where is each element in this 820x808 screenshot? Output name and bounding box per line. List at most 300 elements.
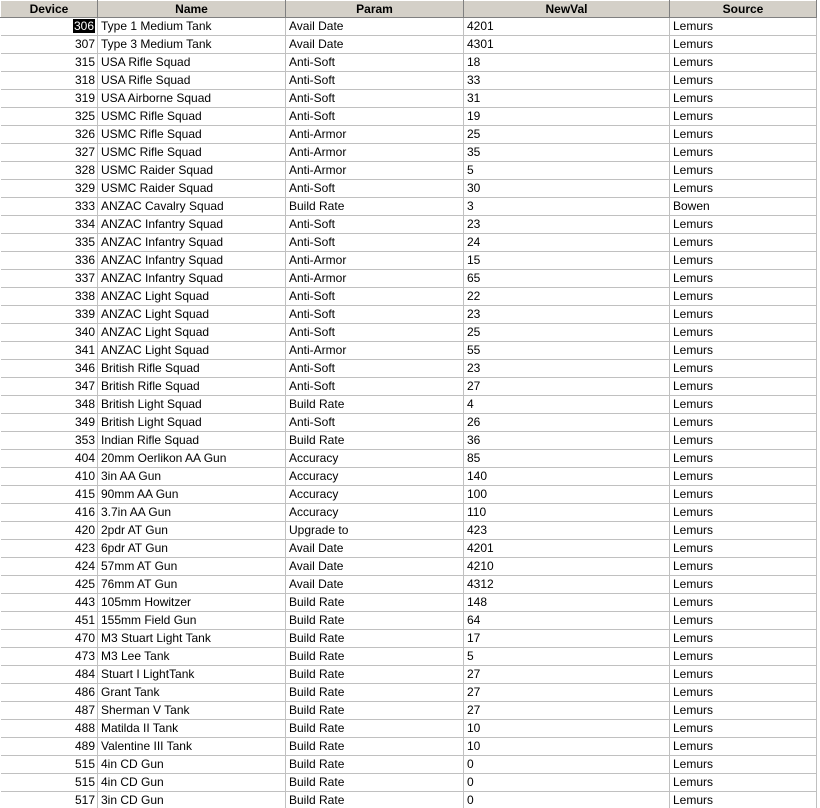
- cell-device[interactable]: [1, 180, 98, 198]
- table-row[interactable]: [1, 774, 817, 792]
- cell-newval[interactable]: 64: [464, 612, 670, 630]
- cell-source[interactable]: Lemurs: [670, 792, 817, 808]
- table-row[interactable]: [1, 558, 817, 576]
- table-row[interactable]: [1, 738, 817, 756]
- cell-name[interactable]: 90mm AA Gun: [98, 486, 286, 504]
- cell-param[interactable]: Upgrade to: [286, 522, 464, 540]
- column-header-param[interactable]: Param: [286, 1, 464, 18]
- cell-device[interactable]: [1, 54, 98, 72]
- cell-name[interactable]: Type 3 Medium Tank: [98, 36, 286, 54]
- cell-device-value: 339: [74, 307, 95, 321]
- cell-name[interactable]: Stuart I LightTank: [98, 666, 286, 684]
- column-header-name[interactable]: Name: [98, 1, 286, 18]
- cell-device-value: 341: [74, 343, 95, 357]
- table-row[interactable]: [1, 522, 817, 540]
- cell-name[interactable]: 20mm Oerlikon AA Gun: [98, 450, 286, 468]
- cell-newval[interactable]: 55: [464, 342, 670, 360]
- cell-name[interactable]: USMC Rifle Squad: [98, 108, 286, 126]
- cell-device-value: 489: [74, 739, 95, 753]
- table-row[interactable]: [1, 540, 817, 558]
- table-row[interactable]: [1, 576, 817, 594]
- cell-param[interactable]: Anti-Armor: [286, 126, 464, 144]
- cell-source[interactable]: Lemurs: [670, 126, 817, 144]
- table-row[interactable]: [1, 360, 817, 378]
- cell-source[interactable]: Lemurs: [670, 36, 817, 54]
- cell-newval[interactable]: 10: [464, 720, 670, 738]
- cell-param[interactable]: Avail Date: [286, 36, 464, 54]
- cell-param[interactable]: Build Rate: [286, 720, 464, 738]
- table-row[interactable]: [1, 198, 817, 216]
- column-header-source[interactable]: Source: [670, 1, 817, 18]
- cell-device-value: 318: [74, 73, 95, 87]
- table-row[interactable]: [1, 306, 817, 324]
- cell-source[interactable]: Lemurs: [670, 594, 817, 612]
- cell-name[interactable]: Indian Rifle Squad: [98, 432, 286, 450]
- cell-source[interactable]: Lemurs: [670, 234, 817, 252]
- table-row[interactable]: [1, 414, 817, 432]
- cell-device-value: 517: [74, 793, 95, 807]
- cell-name[interactable]: USMC Raider Squad: [98, 162, 286, 180]
- column-header-device[interactable]: Device: [1, 1, 98, 18]
- cell-source[interactable]: Lemurs: [670, 630, 817, 648]
- table-row[interactable]: [1, 108, 817, 126]
- cell-newval[interactable]: 22: [464, 288, 670, 306]
- cell-newval[interactable]: 0: [464, 756, 670, 774]
- cell-source[interactable]: Lemurs: [670, 558, 817, 576]
- cell-name[interactable]: 155mm Field Gun: [98, 612, 286, 630]
- cell-device[interactable]: [1, 288, 98, 306]
- table-row[interactable]: [1, 648, 817, 666]
- table-row[interactable]: [1, 288, 817, 306]
- cell-device[interactable]: [1, 702, 98, 720]
- cell-device[interactable]: [1, 612, 98, 630]
- cell-newval[interactable]: 23: [464, 360, 670, 378]
- cell-param[interactable]: Anti-Soft: [286, 216, 464, 234]
- cell-newval[interactable]: 3: [464, 198, 670, 216]
- cell-newval[interactable]: 30: [464, 180, 670, 198]
- cell-newval[interactable]: 15: [464, 252, 670, 270]
- table-row[interactable]: [1, 324, 817, 342]
- cell-newval[interactable]: 23: [464, 306, 670, 324]
- cell-param[interactable]: Anti-Soft: [286, 72, 464, 90]
- cell-device-value: 353: [74, 433, 95, 447]
- cell-param[interactable]: Anti-Soft: [286, 288, 464, 306]
- table-row[interactable]: [1, 504, 817, 522]
- cell-source[interactable]: Lemurs: [670, 162, 817, 180]
- cell-name[interactable]: 4in CD Gun: [98, 774, 286, 792]
- cell-param[interactable]: Anti-Armor: [286, 252, 464, 270]
- cell-newval[interactable]: 19: [464, 108, 670, 126]
- cell-device-value: 443: [74, 595, 95, 609]
- cell-name[interactable]: 6pdr AT Gun: [98, 540, 286, 558]
- cell-device[interactable]: [1, 522, 98, 540]
- cell-newval[interactable]: 140: [464, 468, 670, 486]
- table-row[interactable]: [1, 126, 817, 144]
- cell-source[interactable]: Lemurs: [670, 756, 817, 774]
- cell-source[interactable]: Lemurs: [670, 432, 817, 450]
- cell-device-value: 420: [74, 523, 95, 537]
- cell-newval[interactable]: 24: [464, 234, 670, 252]
- cell-newval[interactable]: 4: [464, 396, 670, 414]
- cell-name[interactable]: USMC Rifle Squad: [98, 126, 286, 144]
- cell-device[interactable]: [1, 198, 98, 216]
- cell-device[interactable]: [1, 432, 98, 450]
- cell-newval[interactable]: 4201: [464, 18, 670, 36]
- cell-device[interactable]: [1, 540, 98, 558]
- cell-device[interactable]: [1, 756, 98, 774]
- cell-source[interactable]: Lemurs: [670, 504, 817, 522]
- cell-device[interactable]: [1, 504, 98, 522]
- cell-newval[interactable]: 10: [464, 738, 670, 756]
- cell-device[interactable]: [1, 468, 98, 486]
- cell-device[interactable]: [1, 666, 98, 684]
- table-row[interactable]: [1, 792, 817, 808]
- cell-newval[interactable]: 26: [464, 414, 670, 432]
- cell-newval[interactable]: 23: [464, 216, 670, 234]
- cell-param[interactable]: Build Rate: [286, 792, 464, 808]
- cell-device[interactable]: [1, 18, 98, 36]
- cell-param[interactable]: Build Rate: [286, 432, 464, 450]
- table-row[interactable]: [1, 90, 817, 108]
- cell-name[interactable]: Type 1 Medium Tank: [98, 18, 286, 36]
- cell-device[interactable]: [1, 396, 98, 414]
- cell-newval[interactable]: 148: [464, 594, 670, 612]
- cell-device[interactable]: [1, 684, 98, 702]
- cell-source[interactable]: Lemurs: [670, 720, 817, 738]
- cell-name[interactable]: 4in CD Gun: [98, 756, 286, 774]
- cell-newval[interactable]: 5: [464, 162, 670, 180]
- cell-device-value: 335: [74, 235, 95, 249]
- cell-device-value: 347: [74, 379, 95, 393]
- cell-device[interactable]: [1, 270, 98, 288]
- cell-name[interactable]: 3in CD Gun: [98, 792, 286, 808]
- cell-param[interactable]: Build Rate: [286, 594, 464, 612]
- cell-param[interactable]: Anti-Soft: [286, 414, 464, 432]
- cell-param[interactable]: Anti-Armor: [286, 144, 464, 162]
- table-row[interactable]: [1, 216, 817, 234]
- cell-name[interactable]: Matilda II Tank: [98, 720, 286, 738]
- table-row[interactable]: [1, 468, 817, 486]
- cell-device-value: 415: [74, 487, 95, 501]
- cell-param[interactable]: Build Rate: [286, 684, 464, 702]
- cell-source[interactable]: Lemurs: [670, 702, 817, 720]
- column-header-newval[interactable]: NewVal: [464, 1, 670, 18]
- cell-param[interactable]: Anti-Soft: [286, 360, 464, 378]
- cell-device[interactable]: [1, 144, 98, 162]
- cell-source[interactable]: Lemurs: [670, 396, 817, 414]
- cell-name[interactable]: USMC Raider Squad: [98, 180, 286, 198]
- table-row[interactable]: [1, 54, 817, 72]
- table-row[interactable]: [1, 612, 817, 630]
- cell-name[interactable]: 105mm Howitzer: [98, 594, 286, 612]
- cell-param[interactable]: Anti-Soft: [286, 54, 464, 72]
- cell-newval[interactable]: 0: [464, 774, 670, 792]
- table-row[interactable]: [1, 342, 817, 360]
- cell-source[interactable]: Lemurs: [670, 612, 817, 630]
- cell-name[interactable]: 76mm AT Gun: [98, 576, 286, 594]
- table-row[interactable]: [1, 252, 817, 270]
- cell-newval[interactable]: 27: [464, 684, 670, 702]
- cell-source[interactable]: Lemurs: [670, 540, 817, 558]
- cell-name[interactable]: ANZAC Cavalry Squad: [98, 198, 286, 216]
- cell-source[interactable]: Lemurs: [670, 666, 817, 684]
- cell-device-value: 326: [74, 127, 95, 141]
- cell-param[interactable]: Anti-Soft: [286, 108, 464, 126]
- cell-newval[interactable]: 25: [464, 126, 670, 144]
- table-row[interactable]: [1, 378, 817, 396]
- cell-newval[interactable]: 4210: [464, 558, 670, 576]
- cell-source[interactable]: Lemurs: [670, 648, 817, 666]
- cell-newval[interactable]: 27: [464, 378, 670, 396]
- cell-param[interactable]: Build Rate: [286, 648, 464, 666]
- cell-device[interactable]: [1, 252, 98, 270]
- cell-param[interactable]: Build Rate: [286, 612, 464, 630]
- cell-newval[interactable]: 65: [464, 270, 670, 288]
- cell-source[interactable]: Lemurs: [670, 738, 817, 756]
- cell-name[interactable]: 57mm AT Gun: [98, 558, 286, 576]
- cell-device-value: 328: [74, 163, 95, 177]
- cell-newval[interactable]: 17: [464, 630, 670, 648]
- cell-device[interactable]: [1, 738, 98, 756]
- cell-param[interactable]: Build Rate: [286, 396, 464, 414]
- cell-device[interactable]: [1, 648, 98, 666]
- cell-device[interactable]: [1, 90, 98, 108]
- cell-name[interactable]: British Light Squad: [98, 396, 286, 414]
- cell-device[interactable]: [1, 216, 98, 234]
- cell-device-value: 319: [74, 91, 95, 105]
- cell-name[interactable]: ANZAC Light Squad: [98, 342, 286, 360]
- cell-param[interactable]: Build Rate: [286, 774, 464, 792]
- cell-param[interactable]: Anti-Soft: [286, 306, 464, 324]
- table-row[interactable]: [1, 450, 817, 468]
- cell-device-value: 473: [74, 649, 95, 663]
- cell-source[interactable]: Lemurs: [670, 774, 817, 792]
- cell-param[interactable]: Anti-Armor: [286, 342, 464, 360]
- cell-newval[interactable]: 423: [464, 522, 670, 540]
- cell-device[interactable]: [1, 576, 98, 594]
- cell-device[interactable]: [1, 414, 98, 432]
- cell-source[interactable]: Lemurs: [670, 342, 817, 360]
- cell-device-value: 338: [74, 289, 95, 303]
- table-row[interactable]: [1, 144, 817, 162]
- cell-name[interactable]: 2pdr AT Gun: [98, 522, 286, 540]
- table-row[interactable]: [1, 594, 817, 612]
- cell-device-value: 348: [74, 397, 95, 411]
- cell-param[interactable]: Anti-Armor: [286, 162, 464, 180]
- cell-device[interactable]: [1, 162, 98, 180]
- cell-device-value: 325: [74, 109, 95, 123]
- cell-name[interactable]: Sherman V Tank: [98, 702, 286, 720]
- cell-device-value: 327: [74, 145, 95, 159]
- cell-source[interactable]: Lemurs: [670, 522, 817, 540]
- cell-device-value: 425: [74, 577, 95, 591]
- cell-device-value: 307: [74, 37, 95, 51]
- cell-name[interactable]: USA Rifle Squad: [98, 72, 286, 90]
- cell-source[interactable]: Lemurs: [670, 90, 817, 108]
- cell-name[interactable]: USA Rifle Squad: [98, 54, 286, 72]
- cell-name[interactable]: M3 Stuart Light Tank: [98, 630, 286, 648]
- cell-device-value: 423: [74, 541, 95, 555]
- table-row[interactable]: [1, 630, 817, 648]
- cell-newval[interactable]: 110: [464, 504, 670, 522]
- cell-param[interactable]: Build Rate: [286, 756, 464, 774]
- cell-name[interactable]: ANZAC Light Squad: [98, 288, 286, 306]
- cell-device[interactable]: [1, 108, 98, 126]
- cell-newval[interactable]: 33: [464, 72, 670, 90]
- cell-device[interactable]: [1, 450, 98, 468]
- table-row[interactable]: [1, 702, 817, 720]
- cell-name[interactable]: 3in AA Gun: [98, 468, 286, 486]
- table-row[interactable]: [1, 396, 817, 414]
- cell-param[interactable]: Build Rate: [286, 666, 464, 684]
- cell-newval[interactable]: 18: [464, 54, 670, 72]
- cell-source[interactable]: Lemurs: [670, 414, 817, 432]
- cell-name[interactable]: ANZAC Light Squad: [98, 306, 286, 324]
- cell-param[interactable]: Avail Date: [286, 18, 464, 36]
- cell-newval[interactable]: 27: [464, 666, 670, 684]
- cell-name[interactable]: USMC Rifle Squad: [98, 144, 286, 162]
- cell-newval[interactable]: 5: [464, 648, 670, 666]
- cell-newval[interactable]: 100: [464, 486, 670, 504]
- cell-name[interactable]: 3.7in AA Gun: [98, 504, 286, 522]
- cell-source[interactable]: Bowen: [670, 198, 817, 216]
- cell-source[interactable]: Lemurs: [670, 360, 817, 378]
- cell-device[interactable]: [1, 558, 98, 576]
- cell-source[interactable]: Lemurs: [670, 180, 817, 198]
- cell-source[interactable]: Lemurs: [670, 684, 817, 702]
- cell-param[interactable]: Accuracy: [286, 486, 464, 504]
- cell-device[interactable]: [1, 594, 98, 612]
- cell-source[interactable]: Lemurs: [670, 450, 817, 468]
- cell-newval[interactable]: 4312: [464, 576, 670, 594]
- cell-param[interactable]: Avail Date: [286, 576, 464, 594]
- cell-source[interactable]: Lemurs: [670, 18, 817, 36]
- table-row[interactable]: [1, 486, 817, 504]
- cell-device[interactable]: [1, 306, 98, 324]
- cell-source[interactable]: Lemurs: [670, 108, 817, 126]
- cell-param[interactable]: Accuracy: [286, 450, 464, 468]
- cell-source[interactable]: Lemurs: [670, 72, 817, 90]
- cell-device-value: 306: [73, 19, 94, 33]
- cell-name[interactable]: Valentine III Tank: [98, 738, 286, 756]
- cell-device[interactable]: [1, 378, 98, 396]
- cell-name[interactable]: ANZAC Infantry Squad: [98, 234, 286, 252]
- cell-newval[interactable]: 0: [464, 792, 670, 808]
- cell-name[interactable]: M3 Lee Tank: [98, 648, 286, 666]
- cell-param[interactable]: Anti-Soft: [286, 180, 464, 198]
- cell-param[interactable]: Anti-Armor: [286, 270, 464, 288]
- cell-device-value: 346: [74, 361, 95, 375]
- cell-name[interactable]: USA Airborne Squad: [98, 90, 286, 108]
- cell-name[interactable]: British Rifle Squad: [98, 378, 286, 396]
- table-row[interactable]: [1, 432, 817, 450]
- table-row[interactable]: [1, 684, 817, 702]
- cell-newval[interactable]: 27: [464, 702, 670, 720]
- table-row[interactable]: [1, 756, 817, 774]
- cell-name[interactable]: ANZAC Infantry Squad: [98, 270, 286, 288]
- cell-device-value: 315: [74, 55, 95, 69]
- cell-source[interactable]: Lemurs: [670, 378, 817, 396]
- cell-device[interactable]: [1, 342, 98, 360]
- cell-param[interactable]: Avail Date: [286, 540, 464, 558]
- cell-device[interactable]: [1, 72, 98, 90]
- cell-source[interactable]: Lemurs: [670, 216, 817, 234]
- cell-source[interactable]: Lemurs: [670, 144, 817, 162]
- cell-newval[interactable]: 85: [464, 450, 670, 468]
- cell-param[interactable]: Accuracy: [286, 468, 464, 486]
- cell-param[interactable]: Anti-Soft: [286, 378, 464, 396]
- cell-newval[interactable]: 35: [464, 144, 670, 162]
- cell-device[interactable]: [1, 324, 98, 342]
- cell-device-value: 515: [74, 757, 95, 771]
- cell-name[interactable]: ANZAC Infantry Squad: [98, 252, 286, 270]
- cell-device[interactable]: [1, 360, 98, 378]
- table-row[interactable]: [1, 72, 817, 90]
- cell-device[interactable]: [1, 36, 98, 54]
- cell-source[interactable]: Lemurs: [670, 468, 817, 486]
- cell-name[interactable]: Grant Tank: [98, 684, 286, 702]
- cell-source[interactable]: Lemurs: [670, 270, 817, 288]
- cell-name[interactable]: British Rifle Squad: [98, 360, 286, 378]
- cell-newval[interactable]: 31: [464, 90, 670, 108]
- cell-newval[interactable]: 25: [464, 324, 670, 342]
- cell-name[interactable]: ANZAC Light Squad: [98, 324, 286, 342]
- table-row[interactable]: [1, 18, 817, 36]
- cell-device-value: 424: [74, 559, 95, 573]
- cell-source[interactable]: Lemurs: [670, 252, 817, 270]
- table-row[interactable]: [1, 162, 817, 180]
- cell-device-value: 349: [74, 415, 95, 429]
- table-row[interactable]: [1, 36, 817, 54]
- cell-device[interactable]: [1, 126, 98, 144]
- cell-device[interactable]: [1, 234, 98, 252]
- cell-source[interactable]: Lemurs: [670, 486, 817, 504]
- cell-source[interactable]: Lemurs: [670, 54, 817, 72]
- cell-param[interactable]: Build Rate: [286, 198, 464, 216]
- cell-param[interactable]: Build Rate: [286, 702, 464, 720]
- table-row[interactable]: [1, 180, 817, 198]
- cell-device[interactable]: [1, 792, 98, 808]
- table-row[interactable]: [1, 666, 817, 684]
- cell-newval[interactable]: 36: [464, 432, 670, 450]
- cell-param[interactable]: Avail Date: [286, 558, 464, 576]
- cell-param[interactable]: Anti-Soft: [286, 90, 464, 108]
- table-row[interactable]: [1, 234, 817, 252]
- cell-param[interactable]: Build Rate: [286, 738, 464, 756]
- cell-name[interactable]: ANZAC Infantry Squad: [98, 216, 286, 234]
- cell-source[interactable]: Lemurs: [670, 576, 817, 594]
- cell-param[interactable]: Build Rate: [286, 630, 464, 648]
- cell-param[interactable]: Anti-Soft: [286, 234, 464, 252]
- cell-device[interactable]: [1, 630, 98, 648]
- table-row[interactable]: [1, 720, 817, 738]
- cell-device-value: 333: [74, 199, 95, 213]
- cell-newval[interactable]: 4201: [464, 540, 670, 558]
- cell-device[interactable]: [1, 486, 98, 504]
- cell-device[interactable]: [1, 720, 98, 738]
- cell-device-value: 484: [74, 667, 95, 681]
- cell-newval[interactable]: 4301: [464, 36, 670, 54]
- cell-source[interactable]: Lemurs: [670, 306, 817, 324]
- cell-param[interactable]: Anti-Soft: [286, 324, 464, 342]
- cell-name[interactable]: British Light Squad: [98, 414, 286, 432]
- cell-source[interactable]: Lemurs: [670, 324, 817, 342]
- cell-device[interactable]: [1, 774, 98, 792]
- cell-device-value: 515: [74, 775, 95, 789]
- cell-source[interactable]: Lemurs: [670, 288, 817, 306]
- table-row[interactable]: [1, 270, 817, 288]
- cell-param[interactable]: Accuracy: [286, 504, 464, 522]
